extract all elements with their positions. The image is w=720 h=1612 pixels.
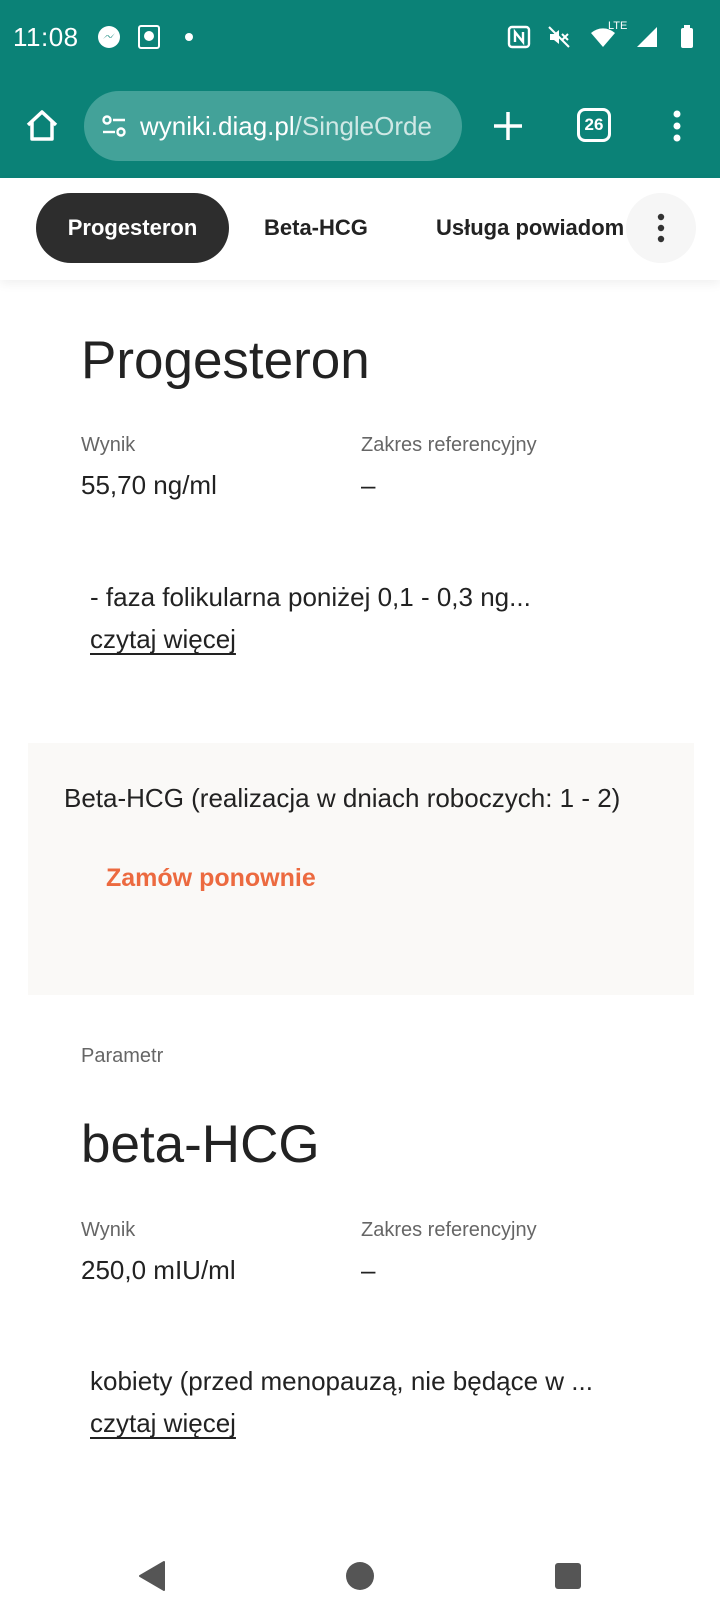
result-label: Wynik: [81, 434, 136, 456]
range-label: Zakres referencyjny: [361, 1219, 537, 1241]
read-more-link[interactable]: czytaj więcej: [90, 1408, 236, 1438]
tab-progesteron[interactable]: Progesteron: [36, 193, 229, 263]
reorder-button[interactable]: Zamów ponownie: [106, 864, 316, 892]
order-description: Beta-HCG (realizacja w dniach roboczych: 1 - 2): [64, 783, 621, 813]
back-triangle-icon: [134, 1556, 174, 1596]
system-nav-bar: [0, 1540, 720, 1612]
range-value: –: [361, 470, 376, 500]
home-circle-icon: [340, 1556, 380, 1596]
url-path: /SingleOrde: [294, 110, 432, 141]
result-label: Wynik: [81, 1219, 136, 1241]
reference-note: kobiety (przed menopauzą, nie będące w ...: [90, 1366, 593, 1396]
beta-hcg-title: beta-HCG: [81, 1115, 320, 1174]
recents-square-icon: [548, 1556, 588, 1596]
read-more-link[interactable]: czytaj więcej: [90, 624, 236, 654]
reference-note: - faza folikularna poniżej 0,1 - 0,3 ng...: [90, 582, 531, 612]
tab-usluga-powiadomien[interactable]: Usługa powiadom: [436, 215, 625, 240]
progesteron-title: Progesteron: [81, 331, 370, 390]
recents-button[interactable]: [548, 1556, 588, 1596]
url-domain: wyniki.diag.pl: [140, 110, 295, 141]
parameter-label: Parametr: [81, 1045, 164, 1067]
result-value: 250,0 mIU/ml: [81, 1255, 236, 1285]
home-nav-button[interactable]: [340, 1556, 380, 1596]
tab-switcher-button[interactable]: 26: [577, 108, 611, 142]
range-value: –: [361, 1255, 376, 1285]
result-value: 55,70 ng/ml: [81, 470, 217, 500]
lte-label: LTE: [608, 20, 628, 32]
range-label: Zakres referencyjny: [361, 434, 537, 456]
status-time: 11:08: [13, 22, 79, 52]
tab-beta-hcg[interactable]: Beta-HCG: [264, 215, 368, 240]
back-button[interactable]: [134, 1556, 174, 1596]
